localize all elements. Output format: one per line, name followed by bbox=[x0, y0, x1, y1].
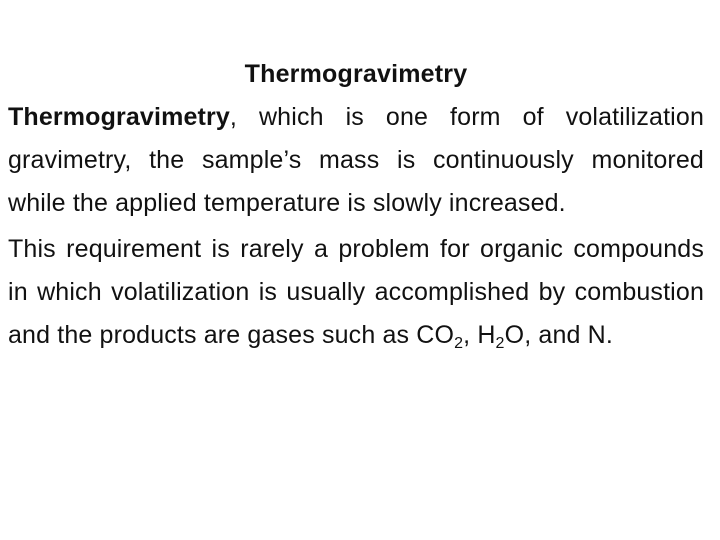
paragraph-2-ending: O, and N. bbox=[504, 321, 613, 349]
slide-title: Thermogravimetry bbox=[244, 60, 468, 88]
h2o-subscript: 2 bbox=[495, 335, 505, 352]
paragraph-2-separator: , H bbox=[463, 321, 496, 349]
paragraph-1-text: , which is one form of volatilization gravimetry, the sample’s mass is continuously monitored while the applied temperature is slowly increased. bbox=[8, 103, 704, 217]
term-thermogravimetry: Thermogravimetry bbox=[8, 103, 230, 131]
co2-subscript: 2 bbox=[454, 335, 464, 352]
paragraph-thermogravimetry-definition bbox=[8, 96, 704, 225]
paragraph-requirement-note bbox=[8, 228, 704, 357]
paragraph-2-text: This requirement is rarely a problem for organic compounds in which volatilization is usually accomplished by combustion and the products are gases such as CO bbox=[8, 235, 704, 349]
